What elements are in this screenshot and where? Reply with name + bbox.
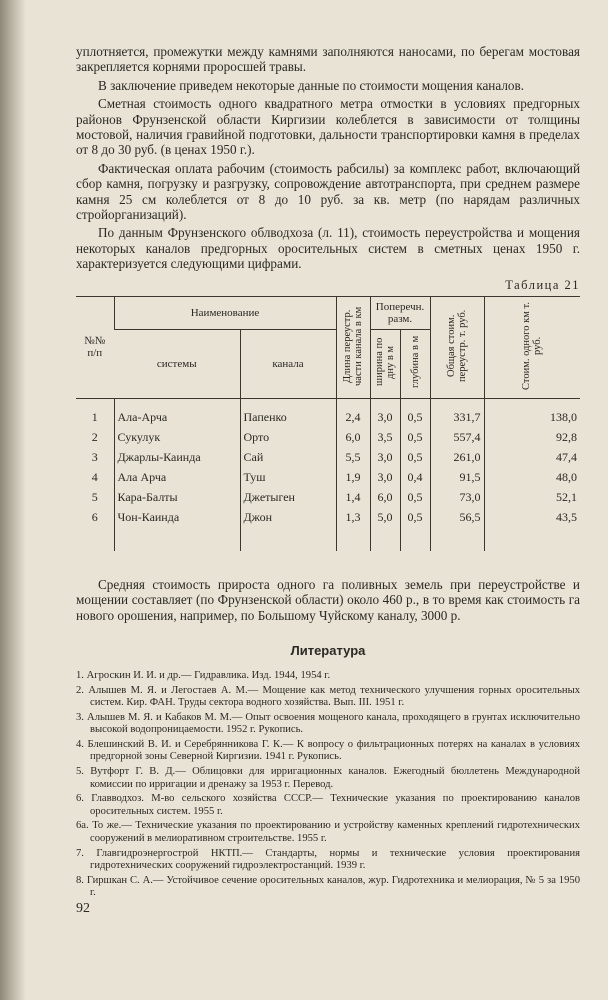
- reference-item: 5. Вутфорт Г. В. Д.— Облицовки для ирригационных каналов. Ежегодный бюллетень Международной комиссии по ирригации и дренажу за 1953 г. Перевод.: [76, 766, 580, 790]
- cost-per-km-value: 92,8: [484, 428, 580, 448]
- canal-name: Джон: [240, 508, 336, 551]
- length-value: 2,4: [336, 398, 370, 428]
- header-depth-label: глубина в м: [409, 336, 421, 389]
- system-name: Ала Арча: [114, 468, 240, 488]
- page-number: 92: [76, 901, 90, 916]
- paragraph-2: В заключение приведем некоторые данные по стоимости мощения каналов.: [98, 77, 525, 93]
- table-row: [76, 398, 580, 428]
- cost-table: [76, 296, 580, 551]
- width-value: 3,0: [370, 468, 400, 488]
- header-cost-per-km: [484, 296, 580, 398]
- reference-item: 7. Главгидроэнергострой НКТП.— Стандарты, нормы и технические условия проектирования гидротехнических сооружений гидроэлектростанций. 1939 г.: [76, 847, 580, 872]
- depth-value: 0,4: [400, 468, 430, 488]
- reference-item: 6. Главводхоз. М-во сельского хозяйства СССР.— Технические указания по проектированию каналов оросительных систем. 1955 г.: [76, 793, 580, 817]
- cost-per-km-value: 43,5: [484, 508, 580, 551]
- row-number: 1: [91, 410, 98, 425]
- row-number: 5: [91, 490, 98, 505]
- references-heading: Литература: [290, 642, 366, 658]
- width-value: 3,0: [370, 398, 400, 428]
- header-cost-per-km-label: Стоим. одного км т. руб.: [521, 301, 544, 390]
- table-row: [76, 508, 580, 551]
- row-number: 4: [91, 470, 98, 485]
- system-name: Джарлы-Каинда: [114, 448, 240, 468]
- total-cost-value: 557,4: [430, 428, 484, 448]
- width-value: 3,5: [370, 428, 400, 448]
- paragraph-3: Сметная стоимость одного квадратного метра отмостки в условиях предгорных районов Фрунзенской области Киргизии колеблется в зависимости от толщины мостовой, наличия гравийной подготовки, дальности транспортировки камня в пределах от 8 до 30 руб. (в ценах 1950 г.).: [76, 96, 580, 158]
- canal-name: Туш: [240, 468, 336, 488]
- row-number: 6: [91, 510, 98, 525]
- table-row: [76, 428, 580, 448]
- header-name-group: Наименование: [114, 296, 336, 329]
- total-cost-value: 261,0: [430, 448, 484, 468]
- reference-item: 4. Блешинский В. И. и Серебрянникова Г. К.— К вопросу о фильтрационных потерях на каналах в условиях предгорной зоны Северной Киргизии. 1941 г. Рукопись.: [76, 738, 580, 763]
- header-canal: канала: [240, 329, 336, 398]
- depth-value: 0,5: [400, 508, 430, 551]
- system-name: Чон-Каинда: [114, 508, 240, 551]
- header-length-label: Длина переустр. части канала в км: [342, 306, 364, 386]
- cost-per-km-value: 47,4: [484, 448, 580, 468]
- length-value: 5,5: [336, 448, 370, 468]
- reference-item: 1. Агроскин И. И. и др.— Гидравлика. Изд. 1944, 1954 г.: [76, 669, 331, 681]
- depth-value: 0,5: [400, 448, 430, 468]
- canal-name: Папенко: [240, 398, 336, 428]
- row-number: 3: [91, 450, 98, 465]
- length-value: 1,9: [336, 468, 370, 488]
- references-list: [76, 670, 580, 900]
- header-length: [336, 296, 370, 398]
- header-number: №№ п/п: [84, 335, 106, 360]
- paragraph-4: Фактическая оплата рабочим (стоимость рабсилы) за комплекс работ, включающий сбор камня, погрузку и разгрузку, сопровождение автотранспорта, при среднем размере камня 25 см колеблется от 8 до 10 руб. за кв. метр (по нарядам различных стройорганизаций).: [76, 160, 580, 223]
- canal-name: Джетыген: [240, 488, 336, 508]
- table-row: [76, 448, 580, 468]
- total-cost-value: 73,0: [430, 488, 484, 508]
- header-total-cost-label: Общая стоим. переустр. т. руб.: [446, 309, 468, 382]
- reference-item: 2. Алышев М. Я. и Легостаев А. М.— Мощение как метод технического улучшения горных оросительных систем. Кир. ФАН. Труды сектора водного хозяйства. Вып. III. 1951 г.: [76, 684, 580, 709]
- length-value: 1,3: [336, 508, 370, 551]
- total-cost-value: 331,7: [430, 398, 484, 428]
- reference-item: 3. Алышев М. Я. и Кабаков М. М.— Опыт освоения мощеного канала, проходящего в грунтах исключительно высокой водопроницаемости. 1952 г. Рукопись.: [76, 711, 580, 736]
- table-label: Таблица 21: [505, 277, 580, 292]
- header-system: системы: [156, 357, 197, 370]
- reference-item: 6а. То же.— Технические указания по проектированию и устройству каменных креплений гидротехнических сооружений в мелиоративном строительстве. 1955 г.: [76, 820, 580, 845]
- body-text: [76, 44, 580, 272]
- depth-value: 0,5: [400, 398, 430, 428]
- system-name: Сукулук: [114, 428, 240, 448]
- width-value: 5,0: [370, 508, 400, 551]
- reference-item: 8. Гиршкан С. А.— Устойчивое сечение оросительных каналов, жур. Гидротехника и мелиорация, № 5 за 1950 г.: [76, 874, 580, 899]
- cost-per-km-value: 138,0: [484, 398, 580, 428]
- total-cost-value: 56,5: [430, 508, 484, 551]
- header-depth: [400, 329, 430, 398]
- width-value: 6,0: [370, 488, 400, 508]
- cost-per-km-value: 48,0: [484, 468, 580, 488]
- summary-paragraph: Средняя стоимость прироста одного га поливных земель при переустройстве и мощении составляет (по Фрунзенской области) около 460 р., в то время как стоимость га нового орошения, например, по Большому Чуйскому каналу, 3000 р.: [76, 576, 580, 623]
- system-name: Ала-Арча: [114, 398, 240, 428]
- table-row: [76, 468, 580, 488]
- header-cross-section-group: Поперечн. разм.: [370, 296, 430, 329]
- width-value: 3,0: [370, 448, 400, 468]
- cost-per-km-value: 52,1: [484, 488, 580, 508]
- header-width-label: ширина по дну в м: [374, 338, 396, 387]
- length-value: 1,4: [336, 488, 370, 508]
- canal-name: Орто: [240, 428, 336, 448]
- header-width: [370, 329, 400, 398]
- depth-value: 0,5: [400, 428, 430, 448]
- paragraph-1: уплотняется, промежутки между камнями заполняются наносами, по берегам мостовая закрепляется корнями проросшей травы.: [76, 44, 580, 75]
- header-total-cost: [430, 296, 484, 398]
- table-body: [76, 398, 580, 551]
- length-value: 6,0: [336, 428, 370, 448]
- table-row: [76, 488, 580, 508]
- depth-value: 0,5: [400, 488, 430, 508]
- canal-name: Сай: [240, 448, 336, 468]
- total-cost-value: 91,5: [430, 468, 484, 488]
- paragraph-5: По данным Фрунзенского облводхоза (л. 11), стоимость переустройства и мощения некоторых каналов предгорных оросительных систем в сметных ценах 1950 г. характеризуется следующими цифрами.: [76, 225, 580, 272]
- system-name: Кара-Балты: [114, 488, 240, 508]
- row-number: 2: [91, 430, 98, 445]
